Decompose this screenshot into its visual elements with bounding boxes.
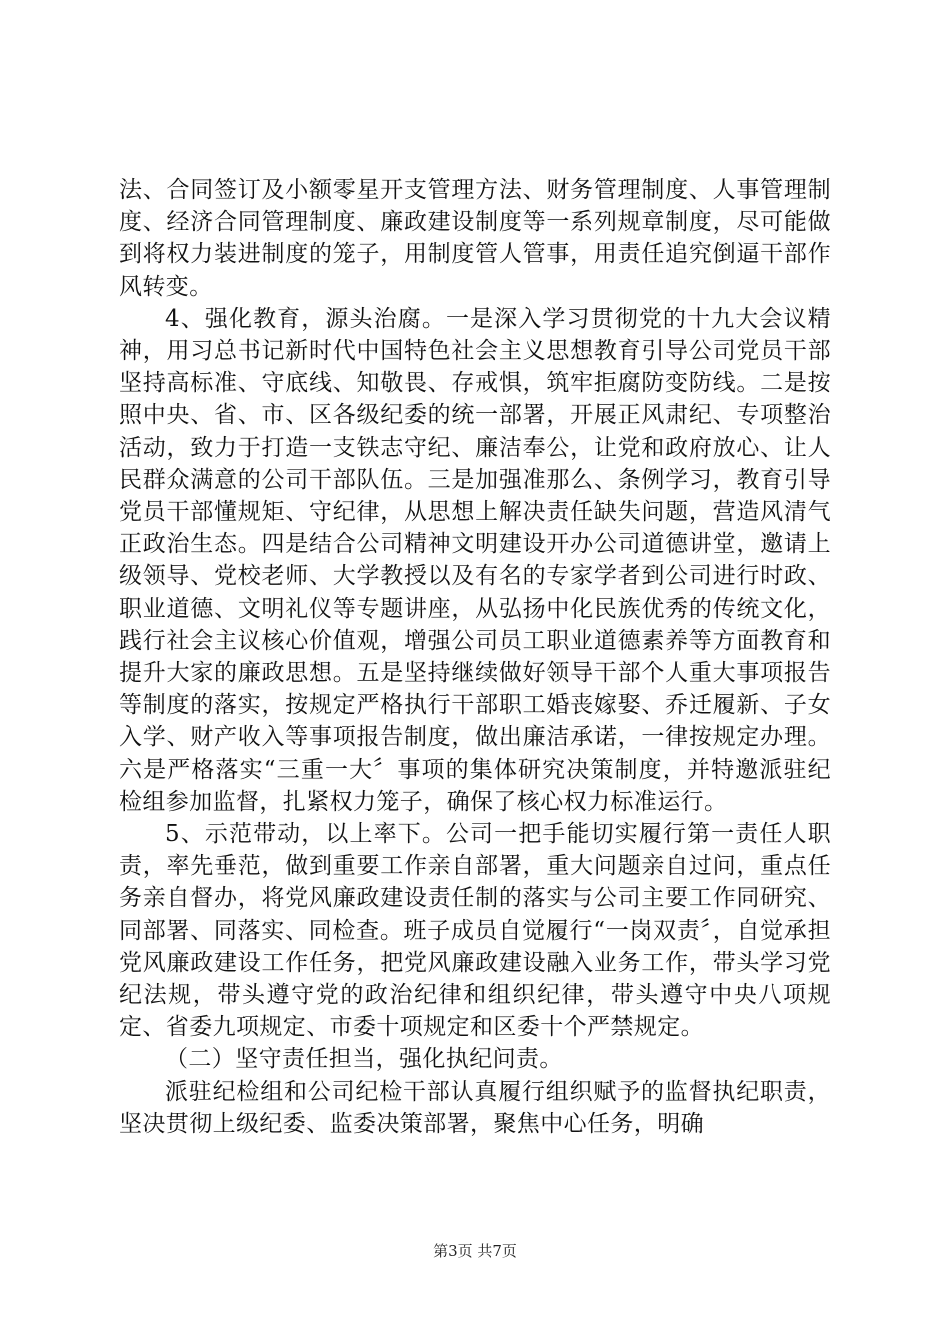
paragraph-3: 5、示范带动，以上率下。公司一把手能切实履行第一责任人职责，率先垂范，做到重要工作亲自部署，重大问题亲自过问，重点任务亲自督办，将党风廉政建设责任制的落实与公司主要工作同研究、同部署、同落实、同检查。班子成员自觉履行“一岗双责〞，自觉承担党风廉政建设工作任务，把党风廉政建设融入业务工作，带头学习党纪法规，带头遵守党的政治纪律和组织纪律，带头遵守中央八项规定、省委九项规定、市委十项规定和区委十个严禁规定。 — [119, 821, 831, 1041]
document-body — [119, 174, 831, 1140]
page-number-footer: 第3页 共7页 — [433, 1242, 517, 1260]
paragraph-5: 派驻纪检组和公司纪检干部认真履行组织赋予的监督执纪职责，坚决贯彻上级纪委、监委决策部署，聚焦中心任务，明确 — [119, 1078, 831, 1137]
paragraph-2: 4、强化教育，源头治腐。一是深入学习贯彻党的十九大会议精神，用习总书记新时代中国特色社会主义思想教育引导公司党员干部坚持高标准、守底线、知敬畏、存戒惧，筑牢拒腐防变防线。二是按照中央、省、市、区各级纪委的统一部署，开展正风肃纪、专项整治活动，致力于打造一支铁志守纪、廉洁奉公，让党和政府放心、让人民群众满意的公司干部队伍。三是加强准那么、条例学习，教育引导党员干部懂规矩、守纪律，从思想上解决责任缺失问题，营造风清气正政治生态。四是结合公司精神文明建设开办公司道德讲堂，邀请上级领导、党校老师、大学教授以及有名的专家学者到公司进行时政、职业道德、文明礼仪等专题讲座，从弘扬中化民族优秀的传统文化，践行社会主议核心价值观，增强公司员工职业道德素养等方面教育和提升大家的廉政思想。五是坚持继续做好领导干部个人重大事项报告等制度的落实，按规定严格执行干部职工婚丧嫁娶、乔迁履新、子女入学、财产收入等事项报告制度，做出廉洁承诺，一律按规定办理。六是严格落实“三重一大〞事项的集体研究决策制度，并特邀派驻纪检组参加监督，扎紧权力笼子，确保了核心权力标准运行。 — [119, 305, 831, 815]
section-heading: （二）坚守责任担当，强化执纪问责。 — [165, 1046, 563, 1073]
paragraph-1: 法、合同签订及小额零星开支管理方法、财务管理制度、人事管理制度、经济合同管理制度、廉政建设制度等一系列规章制度，尽可能做到将权力装进制度的笼子，用制度管人管事，用责任追究倒逼干部作风转变。 — [119, 177, 831, 300]
